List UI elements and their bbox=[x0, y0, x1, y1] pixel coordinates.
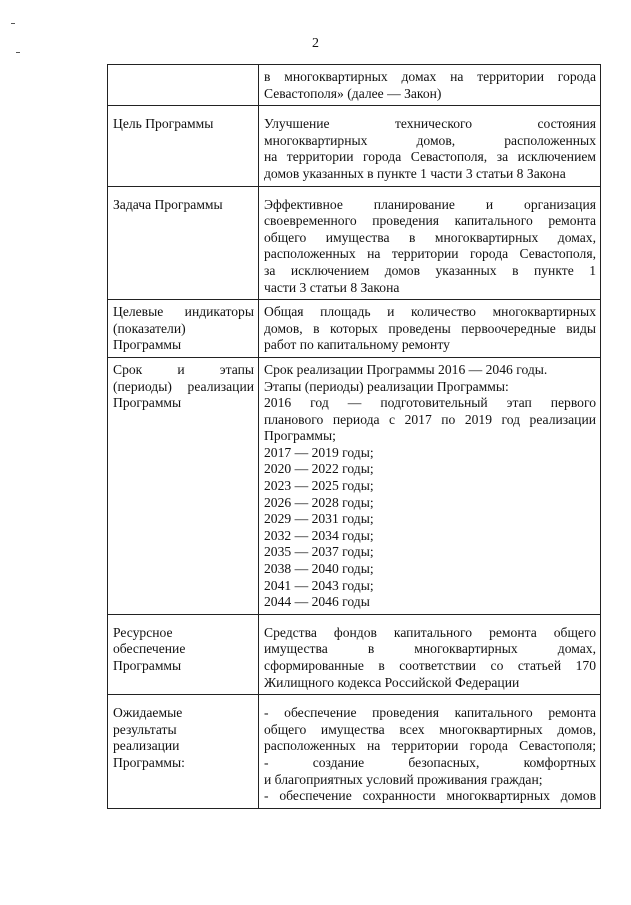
row-value-cell bbox=[259, 186, 601, 300]
text-line: и благоприятных условий проживания граждан; bbox=[264, 771, 543, 787]
table-row bbox=[108, 300, 601, 358]
row-value-cell bbox=[259, 695, 601, 809]
text-line: Программы bbox=[113, 658, 182, 673]
text-line: на территории города Севастополя, за исключением bbox=[264, 149, 596, 165]
text-line: общего имущества в многоквартирных домах, bbox=[264, 229, 596, 245]
text-line: многоквартирных домов, расположенных bbox=[264, 132, 596, 148]
text-line: работ по капитальному ремонту bbox=[264, 337, 450, 353]
text-line: 2016 год — подготовительный этап первого bbox=[264, 395, 596, 411]
text-line: расположенных на территории города Севастополя, bbox=[264, 246, 596, 262]
text-line: - обеспечение сохранности многоквартирных домов bbox=[264, 788, 596, 804]
row-value-cell bbox=[259, 300, 601, 358]
text-line: 2035 — 2037 годы; bbox=[264, 544, 374, 560]
text-line: - создание безопасных, комфортных bbox=[264, 754, 596, 770]
text-line: 2017 — 2019 годы; bbox=[264, 444, 374, 460]
page-number: 2 bbox=[312, 36, 319, 51]
text-line: Целевые индикаторы bbox=[113, 304, 254, 320]
table-row bbox=[108, 695, 601, 809]
text-line: обеспечение bbox=[113, 641, 186, 657]
text-line: своевременного проведения капитального ремонта bbox=[264, 213, 596, 229]
text-line: 2026 — 2028 годы; bbox=[264, 494, 374, 510]
program-passport-table bbox=[107, 64, 601, 809]
row-label-cell bbox=[108, 614, 259, 694]
text-line: Улучшение технического состояния bbox=[264, 116, 596, 132]
text-line: Программы bbox=[113, 337, 182, 353]
row-value-cell bbox=[259, 106, 601, 186]
text-line: (периоды) реализации bbox=[113, 378, 254, 394]
text-line: 2032 — 2034 годы; bbox=[264, 527, 374, 543]
text-line: реализации bbox=[113, 738, 180, 754]
text-line: Ресурсное bbox=[113, 624, 173, 640]
text-line: Жилищного кодекса Российской Федерации bbox=[264, 674, 520, 690]
text-line: Программы: bbox=[113, 754, 185, 770]
text-line: 2038 — 2040 годы; bbox=[264, 561, 374, 577]
text-line: домов, в которых проведены первоочередные виды bbox=[264, 320, 596, 336]
text-line: Общая площадь и количество многоквартирных bbox=[264, 304, 596, 320]
text-line: результаты bbox=[113, 721, 177, 737]
text-line: Средства фондов капитального ремонта общего bbox=[264, 624, 596, 640]
row-label-cell bbox=[108, 695, 259, 809]
text-line: Программы; bbox=[264, 428, 336, 444]
text-line: Срок реализации Программы 2016 — 2046 годы. bbox=[264, 361, 548, 377]
table-row bbox=[108, 614, 601, 694]
text-line: расположенных на территории города Севастополя; bbox=[264, 738, 596, 754]
text-line: имущества в многоквартирных домах, bbox=[264, 641, 596, 657]
text-line: в многоквартирных домах на территории города bbox=[264, 69, 596, 84]
text-line: 2044 — 2046 годы bbox=[264, 594, 370, 610]
table-row bbox=[108, 186, 601, 300]
text-line: Программы bbox=[113, 395, 182, 411]
text-line: за исключением домов указанных в пункте 1 bbox=[264, 262, 596, 278]
text-line: общего имущества всех многоквартирных домов, bbox=[264, 721, 596, 737]
text-line: сформированные в соответствии со статьей 170 bbox=[264, 658, 596, 673]
text-line: Цель Программы bbox=[113, 116, 214, 132]
text-line: части 3 статьи 8 Закона bbox=[264, 279, 400, 295]
scan-speck bbox=[11, 23, 15, 24]
text-line: 2023 — 2025 годы; bbox=[264, 478, 374, 494]
text-line: Эффективное планирование и организация bbox=[264, 196, 596, 212]
text-line: 2041 — 2043 годы; bbox=[264, 577, 374, 593]
text-line: Ожидаемые bbox=[113, 705, 183, 721]
row-value-cell bbox=[259, 65, 601, 106]
text-line: Этапы (периоды) реализации Программы: bbox=[264, 378, 509, 394]
table-row bbox=[108, 357, 601, 614]
row-value-cell bbox=[259, 357, 601, 614]
text-line: 2029 — 2031 годы; bbox=[264, 511, 374, 527]
scan-speck bbox=[16, 52, 20, 53]
text-line: домов указанных в пункте 1 части 3 статьи 8 Закона bbox=[264, 165, 566, 181]
text-line: 2020 — 2022 годы; bbox=[264, 461, 374, 477]
text-line: - обеспечение проведения капитального ремонта bbox=[264, 705, 596, 721]
row-label-cell bbox=[108, 357, 259, 614]
row-label-cell bbox=[108, 106, 259, 186]
row-value-cell bbox=[259, 614, 601, 694]
text-line: Севастополя» (далее — Закон) bbox=[264, 85, 442, 101]
table-row bbox=[108, 65, 601, 106]
text-line: (показатели) bbox=[113, 320, 186, 336]
text-line: Срок и этапы bbox=[113, 361, 254, 377]
table-row bbox=[108, 106, 601, 186]
text-line: Задача Программы bbox=[113, 196, 223, 212]
text-line: планового периода с 2017 по 2019 год реализации bbox=[264, 411, 596, 427]
row-label-cell bbox=[108, 65, 259, 106]
row-label-cell bbox=[108, 186, 259, 300]
row-label-cell bbox=[108, 300, 259, 358]
